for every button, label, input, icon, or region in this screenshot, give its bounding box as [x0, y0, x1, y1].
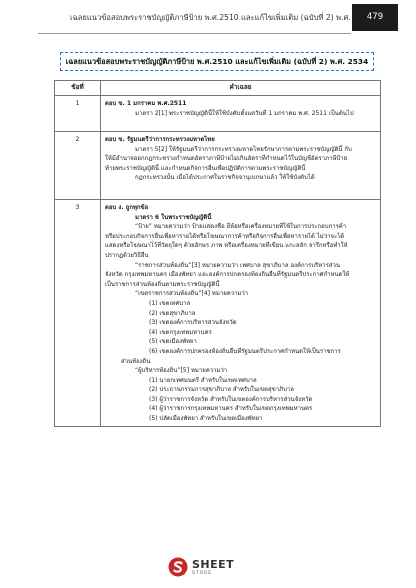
explanation-line: “ราชการส่วนท้องถิ่น”[3] หมายความว่า เทศบาล สุขาภิบาล องค์การบริหารส่วน [135, 261, 340, 269]
explanation-line: แสดงหรือโฆษณาไว้ที่วัตถุใดๆ ด้วยอักษร ภาพ หรือเครื่องหมายที่เขียน แกะสลัก จารึกหรือทำให้ [105, 242, 348, 250]
header-divider [38, 33, 351, 34]
sheet-logo-icon [168, 557, 188, 577]
explanation-line: (1) เขตเทศบาล [149, 299, 191, 307]
answer-cell [101, 200, 381, 427]
item-number: 1 [55, 96, 101, 132]
page-number: 479 [352, 4, 398, 31]
answer-choice: ตอบ ข. 1 มกราคม พ.ศ.2511 [105, 100, 187, 107]
answer-cell [101, 132, 381, 200]
explanation-line: (5) เขตเมืองพัทยา [149, 338, 197, 346]
answer-cell [101, 96, 381, 132]
page-header [0, 0, 416, 34]
column-header-answer: คำเฉลย [101, 81, 381, 96]
table-row [55, 96, 381, 132]
item-number: 2 [55, 132, 101, 200]
explanation-line: กฎกระทรวงนั้น เมื่อได้ประกาศในราชกิจจานุเบกษาแล้ว ให้ใช้บังคับได้ [135, 174, 315, 182]
publisher-logo [168, 555, 248, 581]
answer-choice: ตอบ ง. ถูกทุกข้อ [105, 204, 149, 211]
logo-text: SHEET [192, 558, 235, 571]
table-row [55, 200, 381, 427]
explanation-line: (5) ปลัดเมืองพัทยา สำหรับในเขตเมืองพัทยา [149, 415, 263, 423]
explanation-line: (6) เขตองค์การปกครองท้องถิ่นอื่นที่รัฐมนตรีประกาศกำหนดให้เป็นราชการ [149, 347, 341, 355]
explanation-line: (3) ผู้ว่าราชการจังหวัด สำหรับในเขตองค์การบริหารส่วนจังหวัด [149, 395, 313, 403]
explanation-line: จังหวัด กรุงเทพมหานคร เมืองพัทยา และองค์การปกครองท้องถิ่นอื่นที่รัฐมนตรีประกาศกำหนดให้ [105, 271, 350, 279]
answer-table [54, 80, 381, 427]
explanation-line: (4) เขตกรุงเทพมหานคร [149, 328, 212, 336]
table-header-row [55, 81, 381, 96]
column-header-no: ข้อที่ [55, 81, 101, 96]
explanation-line: (1) นายกเทศมนตรี สำหรับในเขตเทศบาล [149, 376, 257, 384]
item-number: 3 [55, 200, 101, 427]
explanation-line: (2) เขตสุขาภิบาล [149, 309, 196, 317]
explanation-line: เป็นราชการส่วนท้องถิ่นตามพระราชบัญญัตินี้ [105, 280, 220, 288]
answer-key-title: เฉลยแนวข้อสอบพระราชบัญญัติภาษีป้าย พ.ศ.2510 และแก้ไขเพิ่มเติม (ฉบับที่ 2) พ.ศ. 2534 [60, 52, 374, 71]
header-title: เฉลยแนวข้อสอบพระราชบัญญัติภาษีป้าย พ.ศ.2510 และแก้ไขเพิ่มเติม (ฉบับที่ 2) พ.ศ. [70, 13, 351, 22]
explanation-line: “ผู้บริหารท้องถิ่น”[5] หมายความว่า [135, 367, 228, 375]
explanation-line: (2) ประธานกรรมการสุขาภิบาล สำหรับในเขตสุขาภิบาล [149, 386, 294, 394]
logo-subtext: STORE [192, 571, 213, 576]
explanation-line: “ป้าย” หมายความว่า ป้ายแสดงชื่อ ยี่ห้อหรือเครื่องหมายที่ใช้ในการประกอบการค้า [135, 223, 347, 231]
explanation-line: หรือประกอบกิจการอื่นเพื่อหารายได้หรือโฆษณาการค้าหรือกิจการอื่นเพื่อหารายได้ ไม่ว่าจะได้ [105, 232, 345, 240]
table-row [55, 132, 381, 200]
explanation-line: ให้มีอำนาจออกกฎกระทรวงกำหนดอัตราภาษีป้ายไม่เกินอัตราที่กำหนดไว้ในบัญชีอัตราภาษีป้าย [105, 155, 348, 163]
explanation-line: มาตรา 5[2] ให้รัฐมนตรีว่าการกระทรวงมหาดไทยรักษาการตามพระราชบัญญัตินี้ กับ [135, 145, 352, 153]
explanation-line: มาตรา 6 ในพระราชบัญญัตินี้ [135, 213, 212, 221]
explanation-line: ปรากฏด้วยวิธีอื่น [105, 251, 149, 259]
answer-choice: ตอบ ข. รัฐมนตรีว่าการกระทรวงมหาดไทย [105, 136, 215, 143]
explanation-line: มาตรา 2[1] พระราชบัญญัตินี้ให้ใช้บังคับตั้งแต่วันที่ 1 มกราคม พ.ศ. 2511 เป็นต้นไป [135, 109, 354, 117]
explanation-line: “เขตราชการส่วนท้องถิ่น”[4] หมายความว่า [135, 290, 249, 298]
explanation-line: (4) ผู้ว่าราชการกรุงเทพมหานคร สำหรับในเขตกรุงเทพมหานคร [149, 405, 313, 413]
explanation-line: ส่วนท้องถิ่น [121, 357, 151, 365]
explanation-line: ท้ายพระราชบัญญัตินี้ และกำหนดกิจการอื่นเพื่อปฏิบัติการตามพระราชบัญญัตินี้ [105, 164, 306, 172]
explanation-line: (3) เขตองค์การบริหารส่วนจังหวัด [149, 319, 237, 327]
